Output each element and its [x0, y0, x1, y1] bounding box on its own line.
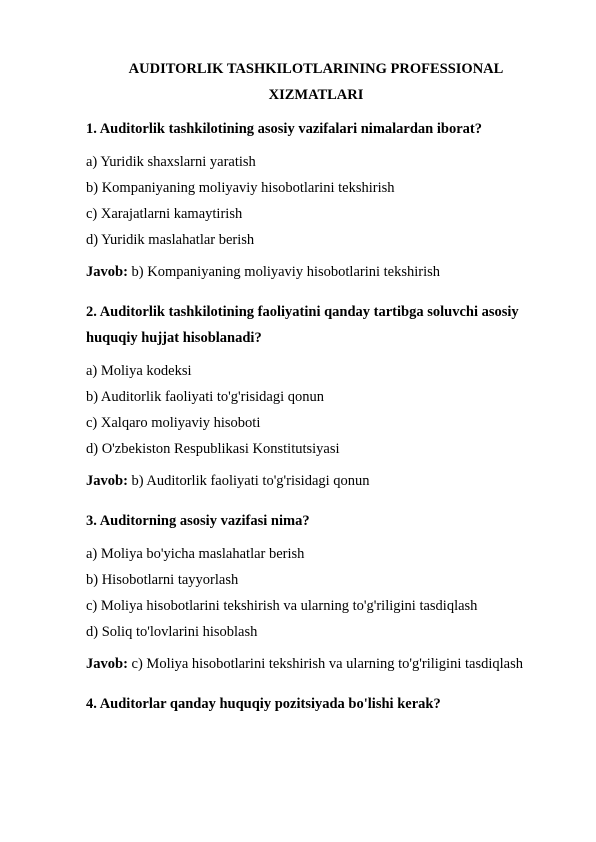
option-d: d) O'zbekiston Respublikasi Konstitutsiyasi: [86, 441, 340, 457]
answer-text: b) Auditorlik faoliyati to'g'risidagi qonun: [131, 473, 370, 489]
answer-line: [86, 468, 546, 494]
answer-line: [86, 259, 546, 285]
question-block-2: [86, 299, 546, 494]
question-block-4: [86, 691, 546, 717]
option-list: [86, 358, 546, 462]
option-b: b) Auditorlik faoliyati to'g'risidagi qonun: [86, 389, 325, 405]
option-c: c) Moliya hisobotlarini tekshirish va ularning to'g'riligini tasdiqlash: [86, 598, 478, 614]
option-a: a) Moliya kodeksi: [86, 363, 192, 379]
answer-text: c) Moliya hisobotlarini tekshirish va ularning to'g'riligini tasdiqlash: [131, 656, 523, 672]
answer-text: b) Kompaniyaning moliyaviy hisobotlarini tekshirish: [131, 264, 441, 280]
answer-label: Javob:: [86, 656, 128, 672]
option-list: [86, 541, 546, 645]
question-text: 3. Auditorning asosiy vazifasi nima?: [86, 513, 310, 529]
option-a: a) Moliya bo'yicha maslahatlar berish: [86, 546, 305, 562]
page-title: AUDITORLIK TASHKILOTLARINING PROFESSIONAL XIZMATLARI: [128, 61, 504, 103]
option-d: d) Soliq to'lovlarini hisoblash: [86, 624, 258, 640]
option-b: b) Hisobotlarni tayyorlash: [86, 572, 239, 588]
option-b: b) Kompaniyaning moliyaviy hisobotlarini tekshirish: [86, 180, 395, 196]
question-text: 2. Auditorlik tashkilotining faoliyatini qanday tartibga soluvchi asosiy huquqiy hujjat hisoblanadi?: [86, 304, 519, 346]
option-a: a) Yuridik shaxslarni yaratish: [86, 154, 256, 170]
option-list: [86, 149, 546, 253]
option-c: c) Xarajatlarni kamaytirish: [86, 206, 243, 222]
document-page: [86, 56, 546, 724]
answer-label: Javob:: [86, 264, 128, 280]
answer-line: [86, 651, 546, 677]
question-text: 1. Auditorlik tashkilotining asosiy vazifalari nimalardan iborat?: [86, 121, 482, 137]
question-block-3: [86, 508, 546, 677]
answer-label: Javob:: [86, 473, 128, 489]
option-c: c) Xalqaro moliyaviy hisoboti: [86, 415, 261, 431]
question-text: 4. Auditorlar qanday huquqiy pozitsiyada bo'lishi kerak?: [86, 696, 441, 712]
question-block-1: [86, 116, 546, 285]
option-d: d) Yuridik maslahatlar berish: [86, 232, 255, 248]
